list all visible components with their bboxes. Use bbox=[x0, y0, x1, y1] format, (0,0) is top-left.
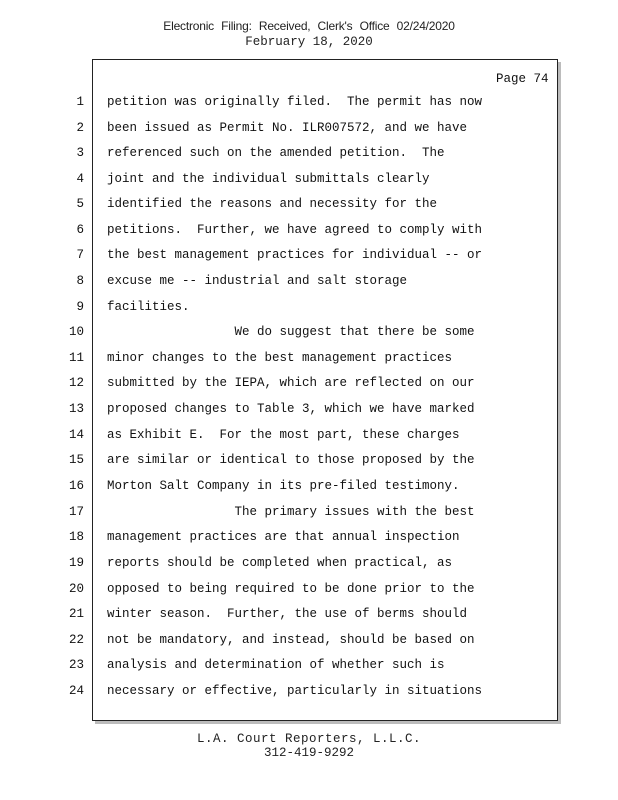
line-number: 23 bbox=[68, 658, 84, 672]
transcript-line bbox=[0, 633, 618, 655]
transcript-line bbox=[0, 300, 618, 322]
line-text: as Exhibit E. For the most part, these charges bbox=[107, 428, 460, 442]
line-number: 21 bbox=[68, 607, 84, 621]
transcript-line bbox=[0, 556, 618, 578]
transcript-line bbox=[0, 505, 618, 527]
footer-company: L.A. Court Reporters, L.L.C. bbox=[196, 732, 422, 746]
line-number: 17 bbox=[68, 505, 84, 519]
transcript-line bbox=[0, 658, 618, 680]
line-number: 16 bbox=[68, 479, 84, 493]
line-text: winter season. Further, the use of berms should bbox=[107, 607, 468, 621]
transcript-line bbox=[0, 428, 618, 450]
line-number: 14 bbox=[68, 428, 84, 442]
line-text: submitted by the IEPA, which are reflected on our bbox=[107, 376, 475, 390]
transcript-line bbox=[0, 351, 618, 373]
line-number: 9 bbox=[76, 300, 84, 314]
transcript-line bbox=[0, 402, 618, 424]
transcript-line bbox=[0, 376, 618, 398]
line-text: analysis and determination of whether such is bbox=[107, 658, 445, 672]
header-date: February 18, 2020 bbox=[245, 35, 373, 49]
line-text: The primary issues with the best bbox=[107, 505, 475, 519]
line-text: facilities. bbox=[107, 300, 190, 314]
transcript-line bbox=[0, 146, 618, 168]
line-number: 8 bbox=[76, 274, 84, 288]
transcript-line bbox=[0, 325, 618, 347]
filing-stamp: Electronic Filing: Received, Clerk's Office 02/24/2020 bbox=[163, 19, 455, 33]
line-text: not be mandatory, and instead, should be based on bbox=[107, 633, 475, 647]
transcript-line bbox=[0, 223, 618, 245]
line-text: the best management practices for individual -- or bbox=[107, 248, 483, 262]
line-number: 1 bbox=[76, 95, 84, 109]
line-text: identified the reasons and necessity for the bbox=[107, 197, 438, 211]
line-text: management practices are that annual inspection bbox=[107, 530, 460, 544]
line-number: 20 bbox=[68, 582, 84, 596]
line-text: petitions. Further, we have agreed to comply with bbox=[107, 223, 483, 237]
transcript-line bbox=[0, 607, 618, 629]
transcript-line bbox=[0, 121, 618, 143]
line-number: 18 bbox=[68, 530, 84, 544]
line-number: 22 bbox=[68, 633, 84, 647]
line-number: 12 bbox=[68, 376, 84, 390]
line-text: joint and the individual submittals clearly bbox=[107, 172, 430, 186]
transcript-line bbox=[0, 172, 618, 194]
line-number: 15 bbox=[68, 453, 84, 467]
transcript-line bbox=[0, 453, 618, 475]
line-text: Morton Salt Company in its pre-filed testimony. bbox=[107, 479, 460, 493]
transcript-line bbox=[0, 248, 618, 270]
line-text: petition was originally filed. The permit has now bbox=[107, 95, 483, 109]
footer-phone: 312-419-9292 bbox=[263, 746, 354, 760]
line-number: 11 bbox=[68, 351, 84, 365]
line-number: 4 bbox=[76, 172, 84, 186]
transcript-line bbox=[0, 197, 618, 219]
transcript-line bbox=[0, 582, 618, 604]
line-text: are similar or identical to those proposed by the bbox=[107, 453, 475, 467]
line-text: referenced such on the amended petition. The bbox=[107, 146, 445, 160]
line-number: 7 bbox=[76, 248, 84, 262]
line-number: 10 bbox=[68, 325, 84, 339]
line-text: minor changes to the best management practices bbox=[107, 351, 453, 365]
page-number: Page 74 bbox=[496, 72, 549, 86]
line-text: reports should be completed when practical, as bbox=[107, 556, 453, 570]
line-number: 3 bbox=[76, 146, 84, 160]
transcript-line bbox=[0, 479, 618, 501]
line-number: 13 bbox=[68, 402, 84, 416]
transcript-line bbox=[0, 95, 618, 117]
line-text: opposed to being required to be done prior to the bbox=[107, 582, 475, 596]
line-number: 5 bbox=[76, 197, 84, 211]
line-number: 6 bbox=[76, 223, 84, 237]
line-text: been issued as Permit No. ILR007572, and we have bbox=[107, 121, 468, 135]
line-number: 19 bbox=[68, 556, 84, 570]
line-text: We do suggest that there be some bbox=[107, 325, 475, 339]
transcript-line bbox=[0, 684, 618, 706]
transcript-line bbox=[0, 530, 618, 552]
transcript-line bbox=[0, 274, 618, 296]
line-text: necessary or effective, particularly in situations bbox=[107, 684, 483, 698]
line-number: 24 bbox=[68, 684, 84, 698]
line-text: excuse me -- industrial and salt storage bbox=[107, 274, 408, 288]
line-text: proposed changes to Table 3, which we have marked bbox=[107, 402, 475, 416]
line-number: 2 bbox=[76, 121, 84, 135]
